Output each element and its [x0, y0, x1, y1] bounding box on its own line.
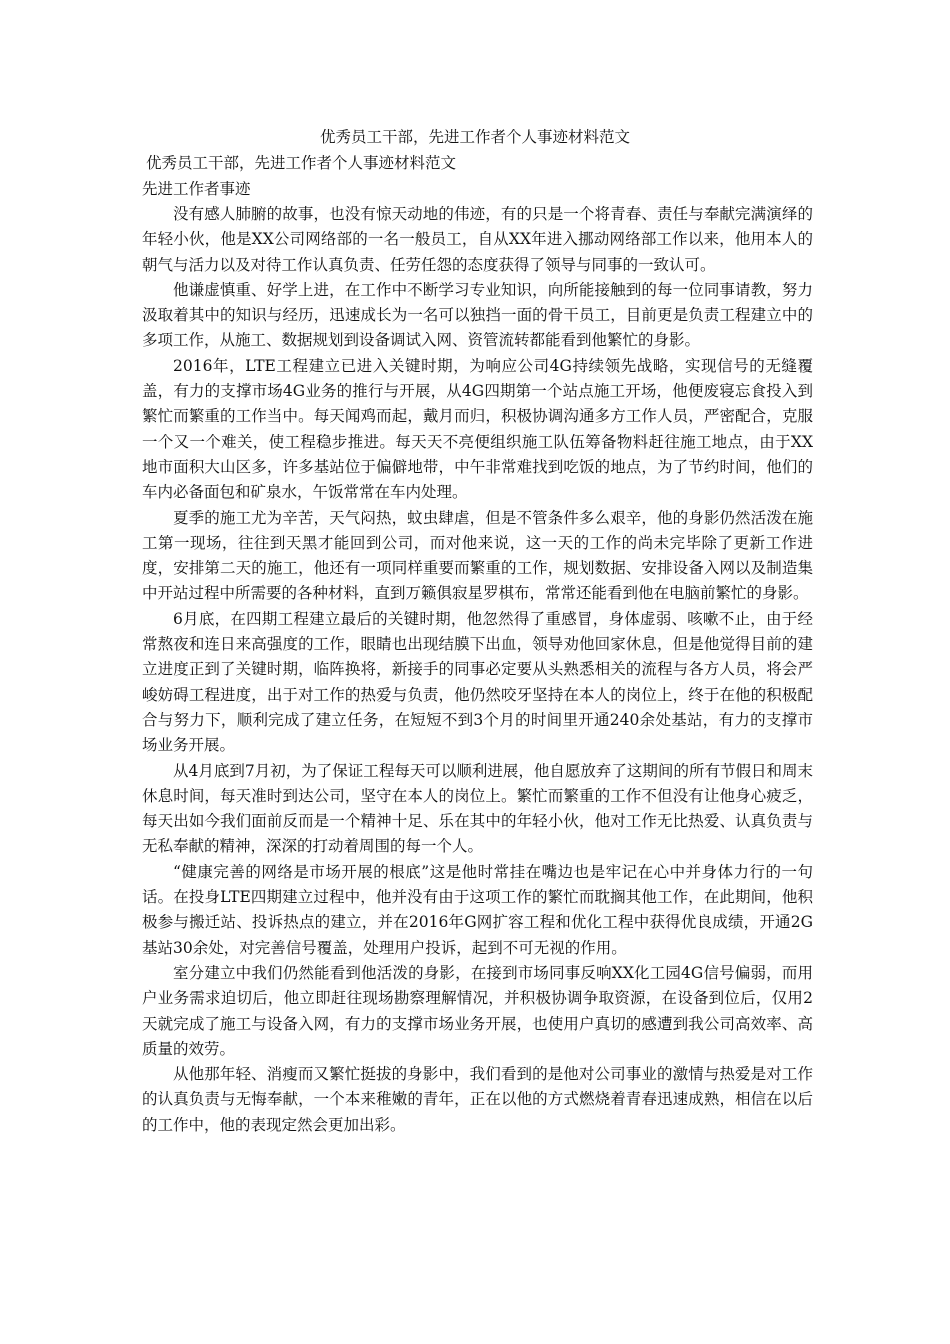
paragraph: 他谦虚慎重、好学上进，在工作中不断学习专业知识，向所能接触到的每一位同事请教，努力汲取着其中的知识与经历，迅速成长为一名可以独挡一面的骨干员工，目前更是负责工程建立中的多项工作，从施工、数据规划到设备调试入网、资管流转都能看到他繁忙的身影。 [142, 280, 813, 350]
document-body [142, 202, 813, 1138]
document-subtitle: 优秀员工干部，先进工作者个人事迹材料范文 [146, 154, 457, 172]
paragraph: “健康完善的网络是市场开展的根底”这是他时常挂在嘴边也是牢记在心中并身体力行的一句话。在投身LTE四期建立过程中，他并没有由于这项工作的繁忙而耽搁其他工作，在此期间，他积极参与搬迁站、投诉热点的建立，并在2016年G网扩容工程和优化工程中获得优良成绩，开通2G基站30余处，对完善信号覆盖，处理用户投诉，起到不可无视的作用。 [142, 862, 813, 957]
paragraph: 6月底，在四期工程建立最后的关键时期，他忽然得了重感冒，身体虚弱、咳嗽不止，由于经常熬夜和连日来高强度的工作，眼睛也出现结膜下出血，领导劝他回家休息，但是他觉得目前的建立进度正到了关键时期，临阵换将，新接手的同事必定要从头熟悉相关的流程与各方人员，将会严峻妨碍工程进度，出于对工作的热爱与负责，他仍然咬牙坚持在本人的岗位上，终于在他的积极配合与努力下，顺利完成了建立任务，在短短不到3个月的时间里开通240余处基站，有力的支撑市场业务开展。 [142, 609, 813, 755]
document-title: 优秀员工干部，先进工作者个人事迹材料范文 [319, 128, 630, 146]
paragraph: 夏季的施工尤为辛苦，天气闷热，蚊虫肆虐，但是不管条件多么艰辛，他的身影仍然活泼在施工第一现场，往往到天黑才能回到公司，而对他来说，这一天的工作的尚未完毕除了更新工作进度，安排第二天的施工，他还有一项同样重要而繁重的工作，规划数据、安排设备入网以及制造集中开站过程中所需要的各种材料，直到万籁俱寂星罗棋布，常常还能看到他在电脑前繁忙的身影。 [142, 508, 813, 603]
paragraph: 没有感人肺腑的故事，也没有惊天动地的伟迹，有的只是一个将青春、责任与奉献完满演绎的年轻小伙，他是XX公司网络部的一名一般员工，自从XX年进入挪动网络部工作以来，他用本人的朝气与活力以及对待工作认真负责、任劳任怨的态度获得了领导与同事的一致认可。 [142, 205, 813, 274]
section-heading: 先进工作者事迹 [142, 180, 251, 198]
paragraph: 室分建立中我们仍然能看到他活泼的身影，在接到市场同事反响XX化工园4G信号偏弱，而用户业务需求迫切后，他立即赶往现场勘察理解情况，并积极协调争取资源，在设备到位后，仅用2天就完成了施工与设备入网，有力的支撑市场业务开展，也使用户真切的感遭到我公司高效率、高质量的效劳。 [142, 963, 813, 1058]
paragraph: 2016年，LTE工程建立已进入关键时期，为响应公司4G持续领先战略，实现信号的无缝覆盖，有力的支撑市场4G业务的推行与开展，从4G四期第一个站点施工开场，他便废寝忘食投入到繁忙而繁重的工作当中。每天闻鸡而起，戴月而归，积极协调沟通多方工作人员，严密配合，克服一个又一个难关，使工程稳步推进。每天天不亮便组织施工队伍筹备物料赶往施工地点，由于XX地市面积大山区多，许多基站位于偏僻地带，中午非常难找到吃饭的地点，为了节约时间，他们的车内必备面包和矿泉水，午饭常常在车内处理。 [142, 356, 813, 502]
paragraph: 从他那年轻、消瘦而又繁忙挺拔的身影中，我们看到的是他对公司事业的激情与热爱是对工作的认真负责与无悔奉献，一个本来稚嫩的青年，正在以他的方式燃烧着青春迅速成熟，相信在以后的工作中，他的表现定然会更加出彩。 [142, 1065, 813, 1134]
paragraph: 从4月底到7月初，为了保证工程每天可以顺利进展，他自愿放弃了这期间的所有节假日和周末休息时间，每天准时到达公司，坚守在本人的岗位上。繁忙而繁重的工作不但没有让他身心疲乏，每天出如今我们面前反而是一个精神十足、乐在其中的年轻小伙，他对工作无比热爱、认真负责与无私奉献的精神，深深的打动着周围的每一个人。 [142, 761, 813, 856]
